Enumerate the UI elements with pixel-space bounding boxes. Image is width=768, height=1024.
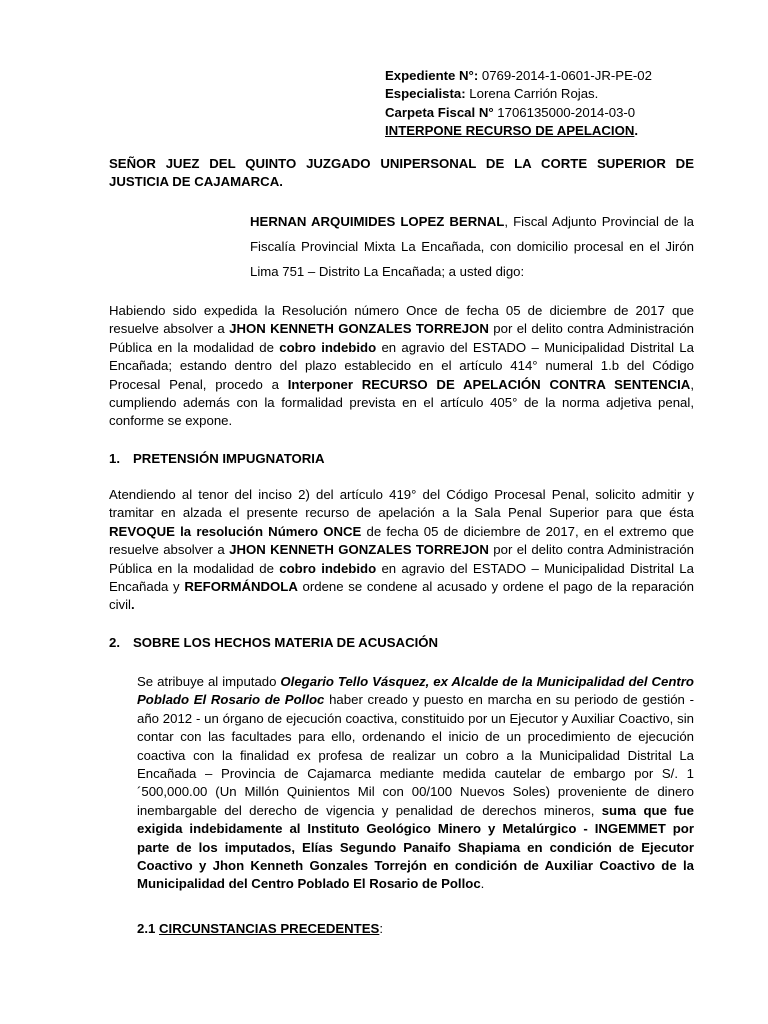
carpeta-line — [385, 104, 725, 122]
expediente-label: Expediente N°: — [385, 68, 479, 83]
especialista-line — [385, 85, 725, 103]
expediente-line — [385, 67, 725, 85]
expediente-value: 0769-2014-1-0601-JR-PE-02 — [478, 68, 652, 83]
subsection-title: CIRCUNSTANCIAS PRECEDENTES — [159, 921, 380, 936]
p1-text-2: por el delito contra Administración Pública en la modalidad de — [109, 321, 694, 355]
subsection-heading-2-1 — [137, 920, 694, 938]
addressee: SEÑOR JUEZ DEL QUINTO JUZGADO UNIPERSONAL DE LA CORTE SUPERIOR DE JUSTICIA DE CAJAMARCA. — [109, 156, 694, 190]
section-2-title: SOBRE LOS HECHOS MATERIA DE ACUSACIÓN — [133, 635, 439, 650]
p2-text-4: en agravio del ESTADO – Municipalidad Distrital La Encañada y — [109, 560, 694, 595]
p3-accused-mayor: Olegario Tello Vásquez, ex Alcalde de la Municipalidad del Centro Poblado El Rosario de Polloc — [137, 674, 694, 708]
p2-accused-name: JHON KENNETH GONZALES TORREJON — [229, 542, 489, 558]
p3-text-3: . — [480, 876, 485, 892]
section-heading-1 — [109, 450, 694, 468]
p2-text-2: de fecha 05 de diciembre de 2017, en el extremo que resuelve absolver a — [109, 523, 694, 558]
section-heading-2 — [109, 634, 694, 652]
section-1-number: 1. — [109, 451, 120, 466]
prosecutor-name: HERNAN ARQUIMIDES LOPEZ BERNAL — [250, 214, 505, 229]
p2-reform: REFORMÁNDOLA — [184, 579, 298, 595]
intro-text: , Fiscal Adjunto Provincial de la Fiscalía Provincial Mixta La Encañada, con domicilio procesal en el Jirón Lima 751 – Distrito La Encañada; a usted digo: — [250, 214, 694, 279]
p2-crime: cobro indebido — [279, 560, 377, 576]
subject-end: . — [634, 123, 639, 139]
section-1-title: PRETENSIÓN IMPUGNATORIA — [133, 451, 325, 466]
document-subject: INTERPONE RECURSO DE APELACION — [385, 123, 635, 139]
p1-appeal: Interponer RECURSO DE APELACIÓN CONTRA SENTENCIA — [287, 376, 691, 392]
subsection-end: : — [379, 921, 383, 936]
p1-text-4: , cumpliendo además con la formalidad prevista en el artículo 405° de la norma adjetiva penal, conforme se expone. — [109, 376, 694, 429]
petition-paragraph — [109, 486, 694, 615]
subject-line — [385, 122, 725, 140]
p3-text-2: haber creado y puesto en marcha en su periodo de gestión - año 2012 - un órgano de ejecución coactiva, constituido por un Ejecutor y Auxiliar Coactivo, sin contar con las facultades para ello, ordenando el inicio de un procedimiento de ejecución coactiva con la finalidad ex profesa de realizar un cobro a la Municipalidad Distrital La Encañada – Provincia de Cajamarca mediante medida cautelar de embargo por S/. 1´500,000.00 (Un Millón Quinientos Mil con 00/100 Nuevos Soles) proveniente de dinero inembargable del derecho de vigencia y penalidad de derechos mineros, — [137, 692, 694, 818]
facts-paragraph — [137, 673, 694, 894]
opening-paragraph — [109, 302, 694, 431]
introduction-paragraph — [250, 210, 694, 284]
p2-text-3: por el delito contra Administración Pública en la modalidad de — [109, 542, 694, 576]
p1-text-3: en agravio del ESTADO – Municipalidad Distrital La Encañada; estando dentro del plazo establecido en el artículo 414° numeral 1.b del Código Procesal Penal, procedo a — [109, 339, 694, 392]
carpeta-value: 1706135000-2014-03-0 — [493, 104, 636, 120]
especialista-label: Especialista: — [385, 86, 466, 102]
p3-demand: suma que fue exigida indebidamente al Instituto Geológico Minero y Metalúrgico - INGEMMET por parte de los imputados, Elías Segundo Panaifo Shapiama en condición de Ejecutor Coactivo y Jhon Kenneth Gonzales Torrejón en condición de Auxiliar Coactivo de la Municipalidad del Centro Poblado El Rosario de Polloc — [137, 802, 694, 892]
p2-text-1: Atendiendo al tenor del inciso 2) del artículo 419° del Código Procesal Penal, solicito admitir y tramitar en alzada el presente recurso de apelación a la Sala Penal Superior para que ésta — [109, 487, 694, 521]
p1-crime: cobro indebido — [279, 339, 377, 355]
p2-revoke: REVOQUE la resolución Número ONCE — [109, 523, 362, 539]
p2-end: . — [130, 597, 135, 613]
carpeta-label: Carpeta Fiscal N° — [385, 104, 494, 120]
p1-text-1: Habiendo sido expedida la Resolución número Once de fecha 05 de diciembre de 2017 que resuelve absolver a — [109, 303, 694, 337]
p2-text-5: ordene se condene al acusado y ordene el pago de la reparación civil — [109, 579, 694, 613]
p3-text-1: Se atribuye al imputado — [137, 674, 281, 689]
section-2-number: 2. — [109, 635, 120, 650]
p1-accused-name: JHON KENNETH GONZALES TORREJON — [229, 321, 489, 337]
especialista-value: Lorena Carrión Rojas. — [465, 86, 599, 102]
subsection-number: 2.1 — [137, 921, 156, 936]
case-header — [385, 67, 725, 141]
